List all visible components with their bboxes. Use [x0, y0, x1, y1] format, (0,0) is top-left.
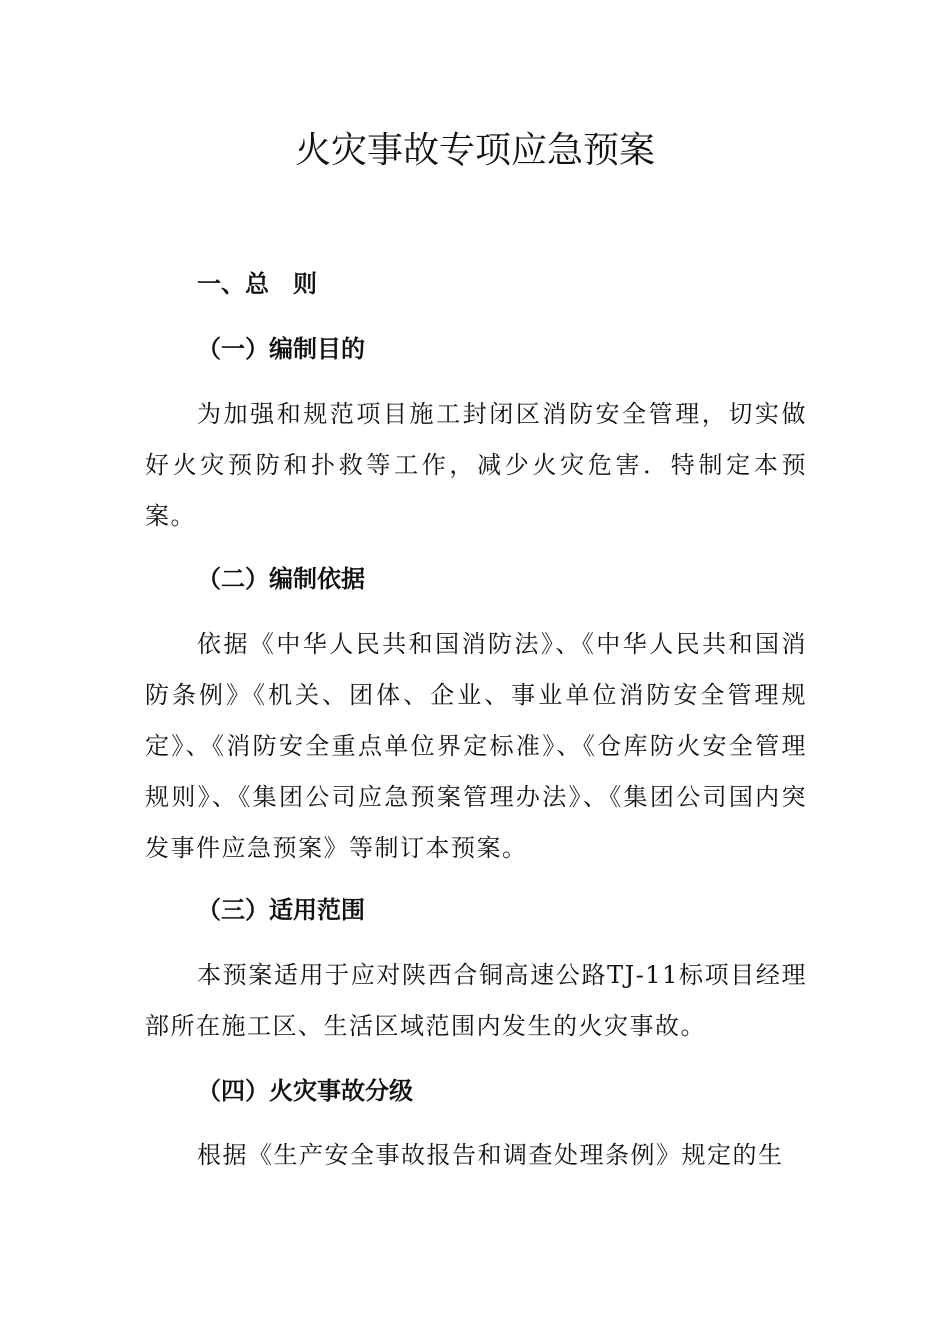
- subsection-heading-basis: （二）编制依据: [197, 565, 365, 593]
- paragraph-classification: 根据《生产安全事故报告和调查处理条例》规定的生: [197, 1141, 784, 1169]
- document-title: 火灾事故专项应急预案: [294, 130, 655, 171]
- subsection-heading-purpose: （一）编制目的: [197, 335, 365, 363]
- subsection-heading-classification: （四）火灾事故分级: [197, 1077, 413, 1105]
- section-heading-general: 一、总 则: [197, 270, 317, 298]
- paragraph-basis: 依据《中华人民共和国消防法》、《中华人民共和国消防条例》《机关、团体、企业、事业单位消防安全管理规定》、《消防安全重点单位界定标准》、《仓库防火安全管理规则》、《集团公司应急预案管理办法》、《集团公司国内突发事件应急预案》等制订本预案。: [145, 630, 807, 862]
- paragraph-purpose: 为加强和规范项目施工封闭区消防安全管理，切实做好火灾预防和扑救等工作，减少火灾危害．特制定本预案。: [145, 400, 807, 530]
- paragraph-scope: 本预案适用于应对陕西合铜高速公路TJ-11标项目经理部所在施工区、生活区域范围内发生的火灾事故。: [145, 961, 807, 1040]
- subsection-heading-scope: （三）适用范围: [197, 896, 365, 924]
